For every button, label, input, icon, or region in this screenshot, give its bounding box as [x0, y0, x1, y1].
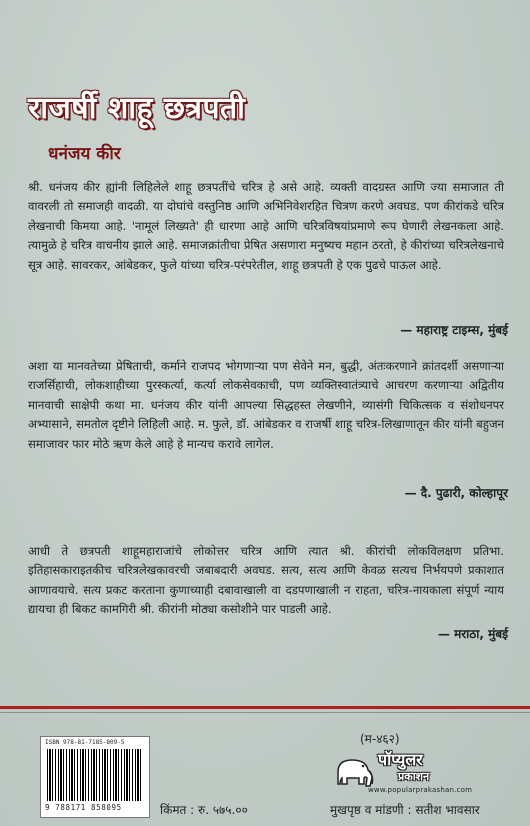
publisher-sub: प्रकाशन: [398, 770, 430, 783]
review-source-1: — महाराष्ट्र टाइम्स, मुंबई: [400, 323, 508, 337]
divider-grey: [0, 712, 530, 713]
book-title: राजर्षी शाहू छत्रपती: [28, 91, 246, 126]
publisher-website: www.popularprakashan.com: [368, 786, 473, 794]
publisher-name: पॉप्युलर: [378, 750, 423, 769]
review-source-3: — मराठा, मुंबई: [437, 627, 508, 641]
review-source-2: — दै. पुढारी, कोल्हापूर: [404, 486, 508, 500]
barcode: [40, 736, 150, 818]
ean-number: 9 788171 858095: [45, 803, 122, 812]
series-code: (म-४६२): [360, 732, 400, 746]
barcode-bars: [47, 749, 143, 801]
review-paragraph-3: आधी ते छत्रपती शाहूमहाराजांचे लोकोत्तर चरित्र आणि त्यात श्री. कीरांची लोकविलक्षण प्रतिभा. इतिहासकाराइतकीच चरित्रलेखकावरची जबाबदारी अवघड. सत्य, सत्य आणि केवळ सत्यच निर्भयपणे प्रकाशात आणावयाचे. सत्य प्रकट करताना कुणाच्याही दबावाखाली वा दडपणाखाली न राहता, चरित्र-नायकाला संपूर्ण न्याय द्यायचा ही बिकट कामगिरी श्री. कीरांनी मोठ्या कसोशीने पार पाडली आहे.: [28, 544, 504, 617]
elephant-icon: [332, 754, 376, 790]
review-paragraph-2: अशा या मानवतेच्या प्रेषिताची, कर्माने राजपद भोगणाऱ्या पण सेवेने मन, बुद्धी, अंतःकरणाने क्रांतदर्शी असणाऱ्या राजर्सिहाची, लोकशाहीच्या पुरस्कर्त्या, कर्त्या लोकसेवकाची, पण व्यक्तिस्वातंत्र्याचे आचरण करणाऱ्या अद्वितीय मानवाची साक्षेपी कथा मा. धनंजय कीर यांनी आपल्या सिद्धहस्त लेखणीने, व्यासंगी चिकित्सक व संशोधनपर अभ्यासाने, समतोल दृष्टीने लिहिली आहे. म. फुले, डॉ. आंबेडकर व राजर्षी शाहू चरित्र-लिखाणातून कीर यांनी बहुजन समाजावर फार मोठे ऋण केले आहे हे मान्यच करावे लागेल.: [28, 359, 504, 451]
cover-credit: मुखपृष्ठ व मांडणी : सतीश भावसार: [330, 803, 480, 817]
isbn-text: ISBN 978-81-7185-809-5: [45, 739, 125, 746]
price-label: किंमत : रु. ५७५.००: [160, 803, 248, 817]
book-author: धनंजय कीर: [48, 144, 121, 164]
divider-red: [0, 706, 530, 709]
review-paragraph-1: श्री. धनंजय कीर ह्यांनी लिहिलेले शाहू छत्रपतींचे चरित्र हे असे आहे. व्यक्ती वादग्रस्त आणि ज्या समाजात ती वावरली तो समाजही वादळी. या दोघांचे वस्तुनिष्ठ आणि अभिनिवेशरहित चित्रण करणे अवघड. पण कीरांकडे चरित्र लेखनाची किमया आहे. 'नामूलं लिख्यते' ही धारणा आहे आणि चरित्रविषयांप्रमाणे रूप घेणारी लेखनकला आहे. त्यामुळे हे चरित्र वाचनीय झाले आहे. समाजक्रांतीचा प्रेषित असणारा मनुष्यच महान ठरतो, हे कीरांच्या चरित्रलेखनाचे सूत्र आहे. सावरकर, आंबेडकर, फुले यांच्या चरित्र-परंपरेतील, शाहू छत्रपती हे एक पुढचे पाऊल आहे.: [28, 180, 504, 272]
